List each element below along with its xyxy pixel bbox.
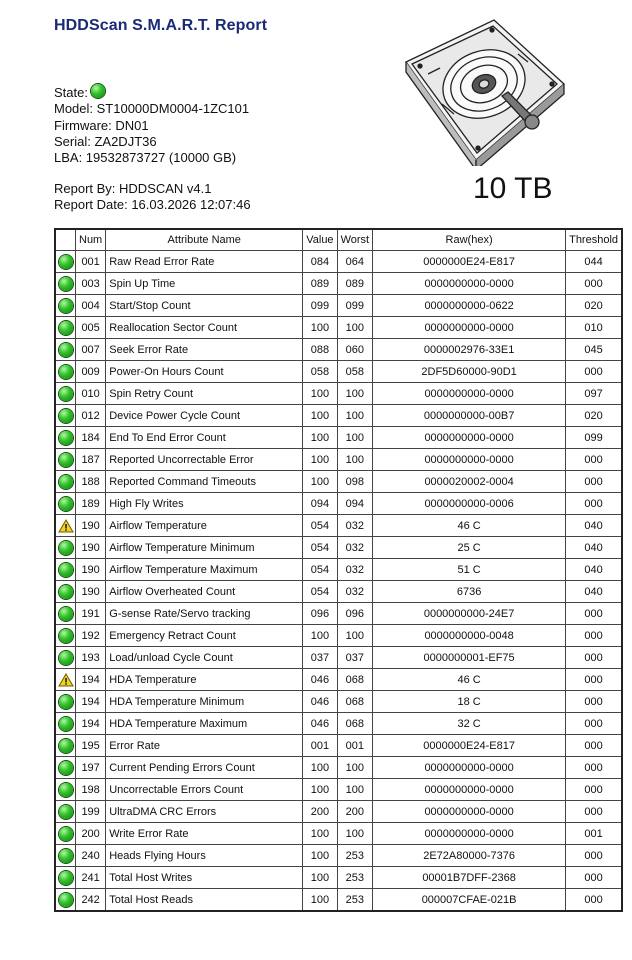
status-cell — [55, 647, 76, 669]
attribute-raw: 0000000000-0006 — [373, 493, 566, 515]
attribute-raw: 00001B7DFF-2368 — [373, 867, 566, 889]
status-cell — [55, 669, 76, 691]
attribute-worst: 068 — [337, 691, 373, 713]
header-value: Value — [303, 229, 337, 251]
table-row — [55, 867, 622, 889]
table-row — [55, 515, 622, 537]
status-ok-icon — [59, 651, 73, 665]
attribute-worst: 096 — [337, 603, 373, 625]
table-row — [55, 339, 622, 361]
attribute-worst: 200 — [337, 801, 373, 823]
table-row — [55, 361, 622, 383]
attribute-value: 089 — [303, 273, 337, 295]
table-row — [55, 801, 622, 823]
status-ok-icon — [59, 365, 73, 379]
attribute-raw: 2E72A80000-7376 — [373, 845, 566, 867]
attribute-raw: 25 C — [373, 537, 566, 559]
attribute-value: 100 — [303, 317, 337, 339]
table-row — [55, 493, 622, 515]
attribute-threshold: 020 — [566, 295, 622, 317]
attribute-value: 100 — [303, 889, 337, 912]
status-ok-icon — [59, 563, 73, 577]
status-ok-icon — [59, 453, 73, 467]
attribute-num: 189 — [76, 493, 106, 515]
status-cell — [55, 427, 76, 449]
attribute-threshold: 020 — [566, 405, 622, 427]
attribute-value: 094 — [303, 493, 337, 515]
attribute-raw: 0000000000-0000 — [373, 801, 566, 823]
lba-line: LBA: 19532873727 (10000 GB) — [54, 150, 237, 166]
report-title: HDDScan S.M.A.R.T. Report — [54, 17, 268, 34]
status-ok-icon — [59, 695, 73, 709]
table-row — [55, 823, 622, 845]
attribute-num: 195 — [76, 735, 106, 757]
attribute-name: Airflow Temperature — [106, 515, 303, 537]
attribute-raw: 0000000000-0048 — [373, 625, 566, 647]
attribute-name: Reported Command Timeouts — [106, 471, 303, 493]
serial-line: Serial: ZA2DJT36 — [54, 133, 157, 149]
attribute-worst: 032 — [337, 515, 373, 537]
attribute-num: 191 — [76, 603, 106, 625]
status-ok-icon — [59, 783, 73, 797]
attribute-num: 012 — [76, 405, 106, 427]
attribute-threshold: 000 — [566, 889, 622, 912]
status-cell — [55, 867, 76, 889]
attribute-name: Raw Read Error Rate — [106, 251, 303, 273]
attribute-num: 200 — [76, 823, 106, 845]
attribute-value: 084 — [303, 251, 337, 273]
status-cell — [55, 823, 76, 845]
attribute-num: 190 — [76, 515, 106, 537]
attribute-threshold: 000 — [566, 603, 622, 625]
table-row — [55, 647, 622, 669]
status-cell — [55, 581, 76, 603]
attribute-value: 200 — [303, 801, 337, 823]
attribute-raw: 0000000000-0000 — [373, 757, 566, 779]
attribute-name: Airflow Overheated Count — [106, 581, 303, 603]
status-ok-icon — [59, 541, 73, 555]
status-cell — [55, 757, 76, 779]
hard-drive-icon — [398, 14, 570, 166]
table-row — [55, 559, 622, 581]
attribute-raw: 0000000000-24E7 — [373, 603, 566, 625]
header-num: Num — [76, 229, 106, 251]
attribute-name: Total Host Reads — [106, 889, 303, 912]
attribute-name: Uncorrectable Errors Count — [106, 779, 303, 801]
attribute-name: High Fly Writes — [106, 493, 303, 515]
attribute-value: 001 — [303, 735, 337, 757]
attribute-raw: 6736 — [373, 581, 566, 603]
status-cell — [55, 361, 76, 383]
attribute-num: 199 — [76, 801, 106, 823]
table-row — [55, 735, 622, 757]
status-cell — [55, 515, 76, 537]
status-cell — [55, 493, 76, 515]
attribute-raw: 0000020002-0004 — [373, 471, 566, 493]
attribute-threshold: 000 — [566, 779, 622, 801]
status-cell — [55, 559, 76, 581]
attribute-worst: 064 — [337, 251, 373, 273]
state-label: State: — [54, 85, 88, 100]
smart-table — [54, 228, 623, 912]
attribute-num: 197 — [76, 757, 106, 779]
status-cell — [55, 779, 76, 801]
attribute-name: UltraDMA CRC Errors — [106, 801, 303, 823]
attribute-worst: 001 — [337, 735, 373, 757]
attribute-raw: 0000000000-0000 — [373, 317, 566, 339]
attribute-name: Airflow Temperature Minimum — [106, 537, 303, 559]
attribute-worst: 100 — [337, 383, 373, 405]
attribute-num: 190 — [76, 537, 106, 559]
attribute-raw: 0000000000-0000 — [373, 427, 566, 449]
attribute-worst: 253 — [337, 867, 373, 889]
attribute-num: 010 — [76, 383, 106, 405]
table-row — [55, 603, 622, 625]
attribute-worst: 098 — [337, 471, 373, 493]
table-row — [55, 449, 622, 471]
status-ok-icon — [59, 387, 73, 401]
attribute-name: Error Rate — [106, 735, 303, 757]
attribute-worst: 100 — [337, 405, 373, 427]
attribute-threshold: 045 — [566, 339, 622, 361]
attribute-threshold: 000 — [566, 471, 622, 493]
status-cell — [55, 251, 76, 273]
status-cell — [55, 625, 76, 647]
attribute-name: Load/unload Cycle Count — [106, 647, 303, 669]
attribute-name: Total Host Writes — [106, 867, 303, 889]
attribute-name: Device Power Cycle Count — [106, 405, 303, 427]
attribute-value: 100 — [303, 405, 337, 427]
attribute-threshold: 000 — [566, 735, 622, 757]
attribute-worst: 089 — [337, 273, 373, 295]
attribute-worst: 100 — [337, 757, 373, 779]
attribute-value: 088 — [303, 339, 337, 361]
attribute-worst: 094 — [337, 493, 373, 515]
attribute-threshold: 044 — [566, 251, 622, 273]
attribute-threshold: 040 — [566, 537, 622, 559]
attribute-num: 242 — [76, 889, 106, 912]
attribute-num: 240 — [76, 845, 106, 867]
attribute-worst: 032 — [337, 537, 373, 559]
attribute-name: Heads Flying Hours — [106, 845, 303, 867]
attribute-raw: 0000000000-0000 — [373, 273, 566, 295]
attribute-num: 003 — [76, 273, 106, 295]
attribute-value: 100 — [303, 845, 337, 867]
status-ok-icon — [59, 475, 73, 489]
attribute-worst: 253 — [337, 845, 373, 867]
report-by-line: Report By: HDDSCAN v4.1 — [54, 181, 212, 196]
status-ok-icon — [59, 761, 73, 775]
attribute-threshold: 000 — [566, 713, 622, 735]
attribute-name: Spin Retry Count — [106, 383, 303, 405]
header-attribute-name: Attribute Name — [106, 229, 303, 251]
status-ok-icon — [59, 277, 73, 291]
attribute-worst: 058 — [337, 361, 373, 383]
attribute-num: 194 — [76, 669, 106, 691]
table-row — [55, 383, 622, 405]
attribute-value: 054 — [303, 581, 337, 603]
firmware-line: Firmware: DN01 — [54, 117, 149, 133]
status-cell — [55, 889, 76, 912]
attribute-name: Spin Up Time — [106, 273, 303, 295]
attribute-worst: 100 — [337, 625, 373, 647]
table-row — [55, 405, 622, 427]
status-ok-icon — [59, 255, 73, 269]
attribute-num: 187 — [76, 449, 106, 471]
header-raw: Raw(hex) — [373, 229, 566, 251]
attribute-threshold: 040 — [566, 581, 622, 603]
attribute-value: 100 — [303, 449, 337, 471]
attribute-name: Current Pending Errors Count — [106, 757, 303, 779]
attribute-value: 054 — [303, 537, 337, 559]
status-cell — [55, 735, 76, 757]
status-ok-icon — [59, 607, 73, 621]
status-cell — [55, 801, 76, 823]
status-cell — [55, 537, 76, 559]
status-cell — [55, 383, 76, 405]
attribute-threshold: 040 — [566, 515, 622, 537]
attribute-raw: 0000000000-0000 — [373, 383, 566, 405]
status-cell — [55, 449, 76, 471]
attribute-threshold: 000 — [566, 845, 622, 867]
status-ok-icon — [59, 805, 73, 819]
attribute-name: Write Error Rate — [106, 823, 303, 845]
status-ok-icon — [59, 299, 73, 313]
status-ok-icon — [59, 717, 73, 731]
table-header-row — [55, 229, 622, 251]
status-ok-icon — [59, 871, 73, 885]
attribute-worst: 032 — [337, 559, 373, 581]
attribute-worst: 068 — [337, 713, 373, 735]
attribute-raw: 46 C — [373, 515, 566, 537]
table-row — [55, 273, 622, 295]
status-ok-icon — [91, 84, 105, 98]
attribute-worst: 100 — [337, 317, 373, 339]
status-ok-icon — [59, 409, 73, 423]
attribute-worst: 253 — [337, 889, 373, 912]
attribute-num: 001 — [76, 251, 106, 273]
attribute-num: 009 — [76, 361, 106, 383]
warning-icon — [58, 519, 74, 533]
status-ok-icon — [59, 849, 73, 863]
attribute-threshold: 000 — [566, 669, 622, 691]
status-ok-icon — [59, 343, 73, 357]
status-ok-icon — [59, 585, 73, 599]
attribute-name: Emergency Retract Count — [106, 625, 303, 647]
attribute-value: 046 — [303, 713, 337, 735]
table-row — [55, 669, 622, 691]
status-cell — [55, 317, 76, 339]
attribute-raw: 18 C — [373, 691, 566, 713]
attribute-value: 100 — [303, 757, 337, 779]
attribute-threshold: 099 — [566, 427, 622, 449]
table-row — [55, 581, 622, 603]
attribute-worst: 037 — [337, 647, 373, 669]
attribute-value: 100 — [303, 625, 337, 647]
status-ok-icon — [59, 431, 73, 445]
status-ok-icon — [59, 739, 73, 753]
attribute-raw: 000007CFAE-021B — [373, 889, 566, 912]
attribute-threshold: 000 — [566, 647, 622, 669]
attribute-worst: 100 — [337, 449, 373, 471]
table-row — [55, 471, 622, 493]
attribute-worst: 060 — [337, 339, 373, 361]
drive-info — [54, 84, 249, 166]
attribute-name: Airflow Temperature Maximum — [106, 559, 303, 581]
attribute-value: 054 — [303, 515, 337, 537]
attribute-raw: 46 C — [373, 669, 566, 691]
attribute-value: 046 — [303, 691, 337, 713]
attribute-raw: 51 C — [373, 559, 566, 581]
attribute-worst: 100 — [337, 427, 373, 449]
status-cell — [55, 405, 76, 427]
attribute-threshold: 000 — [566, 361, 622, 383]
attribute-raw: 0000000000-0000 — [373, 449, 566, 471]
attribute-value: 054 — [303, 559, 337, 581]
table-row — [55, 845, 622, 867]
attribute-threshold: 001 — [566, 823, 622, 845]
attribute-raw: 0000000000-00B7 — [373, 405, 566, 427]
attribute-num: 193 — [76, 647, 106, 669]
header-status — [55, 229, 76, 251]
attribute-threshold: 000 — [566, 449, 622, 471]
table-row — [55, 625, 622, 647]
table-row — [55, 889, 622, 912]
attribute-raw: 0000002976-33E1 — [373, 339, 566, 361]
attribute-raw: 0000000E24-E817 — [373, 735, 566, 757]
status-cell — [55, 295, 76, 317]
table-row — [55, 713, 622, 735]
attribute-threshold: 000 — [566, 757, 622, 779]
state-line — [54, 84, 249, 101]
attribute-name: Start/Stop Count — [106, 295, 303, 317]
status-cell — [55, 713, 76, 735]
attribute-raw: 0000000000-0000 — [373, 823, 566, 845]
attribute-raw: 0000000E24-E817 — [373, 251, 566, 273]
attribute-threshold: 000 — [566, 625, 622, 647]
attribute-name: Reported Uncorrectable Error — [106, 449, 303, 471]
attribute-raw: 0000000000-0622 — [373, 295, 566, 317]
attribute-threshold: 000 — [566, 493, 622, 515]
status-cell — [55, 471, 76, 493]
table-row — [55, 427, 622, 449]
status-ok-icon — [59, 629, 73, 643]
attribute-num: 198 — [76, 779, 106, 801]
attribute-raw: 0000000000-0000 — [373, 779, 566, 801]
attribute-num: 188 — [76, 471, 106, 493]
attribute-value: 100 — [303, 383, 337, 405]
attribute-num: 194 — [76, 713, 106, 735]
report-date-line: Report Date: 16.03.2026 12:07:46 — [54, 197, 251, 213]
attribute-name: HDA Temperature Maximum — [106, 713, 303, 735]
attribute-name: G-sense Rate/Servo tracking — [106, 603, 303, 625]
table-row — [55, 317, 622, 339]
attribute-raw: 32 C — [373, 713, 566, 735]
attribute-value: 037 — [303, 647, 337, 669]
attribute-value: 058 — [303, 361, 337, 383]
attribute-num: 005 — [76, 317, 106, 339]
attribute-num: 194 — [76, 691, 106, 713]
attribute-raw: 0000000001-EF75 — [373, 647, 566, 669]
attribute-threshold: 000 — [566, 273, 622, 295]
capacity-label: 10 TB — [473, 172, 553, 205]
header-worst: Worst — [337, 229, 373, 251]
table-row — [55, 779, 622, 801]
attribute-value: 100 — [303, 867, 337, 889]
table-row — [55, 537, 622, 559]
attribute-value: 096 — [303, 603, 337, 625]
status-cell — [55, 691, 76, 713]
status-ok-icon — [59, 893, 73, 907]
attribute-worst: 032 — [337, 581, 373, 603]
attribute-value: 100 — [303, 823, 337, 845]
attribute-threshold: 000 — [566, 801, 622, 823]
attribute-name: End To End Error Count — [106, 427, 303, 449]
attribute-name: HDA Temperature — [106, 669, 303, 691]
status-cell — [55, 273, 76, 295]
table-row — [55, 691, 622, 713]
table-row — [55, 251, 622, 273]
attribute-name: Seek Error Rate — [106, 339, 303, 361]
attribute-value: 046 — [303, 669, 337, 691]
attribute-value: 100 — [303, 471, 337, 493]
attribute-value: 100 — [303, 427, 337, 449]
status-ok-icon — [59, 827, 73, 841]
attribute-num: 004 — [76, 295, 106, 317]
attribute-num: 190 — [76, 559, 106, 581]
attribute-num: 192 — [76, 625, 106, 647]
attribute-num: 184 — [76, 427, 106, 449]
warning-icon — [58, 673, 74, 687]
model-line: Model: ST10000DM0004-1ZC101 — [54, 101, 250, 117]
attribute-value: 099 — [303, 295, 337, 317]
attribute-worst: 100 — [337, 823, 373, 845]
attribute-threshold: 000 — [566, 867, 622, 889]
attribute-name: Reallocation Sector Count — [106, 317, 303, 339]
attribute-threshold: 040 — [566, 559, 622, 581]
status-cell — [55, 603, 76, 625]
attribute-name: HDA Temperature Minimum — [106, 691, 303, 713]
attribute-raw: 2DF5D60000-90D1 — [373, 361, 566, 383]
attribute-num: 241 — [76, 867, 106, 889]
attribute-worst: 099 — [337, 295, 373, 317]
table-row — [55, 295, 622, 317]
attribute-name: Power-On Hours Count — [106, 361, 303, 383]
attribute-value: 100 — [303, 779, 337, 801]
status-ok-icon — [59, 321, 73, 335]
status-ok-icon — [59, 497, 73, 511]
attribute-worst: 100 — [337, 779, 373, 801]
attribute-threshold: 097 — [566, 383, 622, 405]
attribute-worst: 068 — [337, 669, 373, 691]
status-cell — [55, 845, 76, 867]
attribute-num: 190 — [76, 581, 106, 603]
report-meta — [54, 181, 251, 214]
attribute-threshold: 000 — [566, 691, 622, 713]
header-threshold: Threshold — [566, 229, 622, 251]
status-cell — [55, 339, 76, 361]
attribute-num: 007 — [76, 339, 106, 361]
attribute-threshold: 010 — [566, 317, 622, 339]
table-row — [55, 757, 622, 779]
